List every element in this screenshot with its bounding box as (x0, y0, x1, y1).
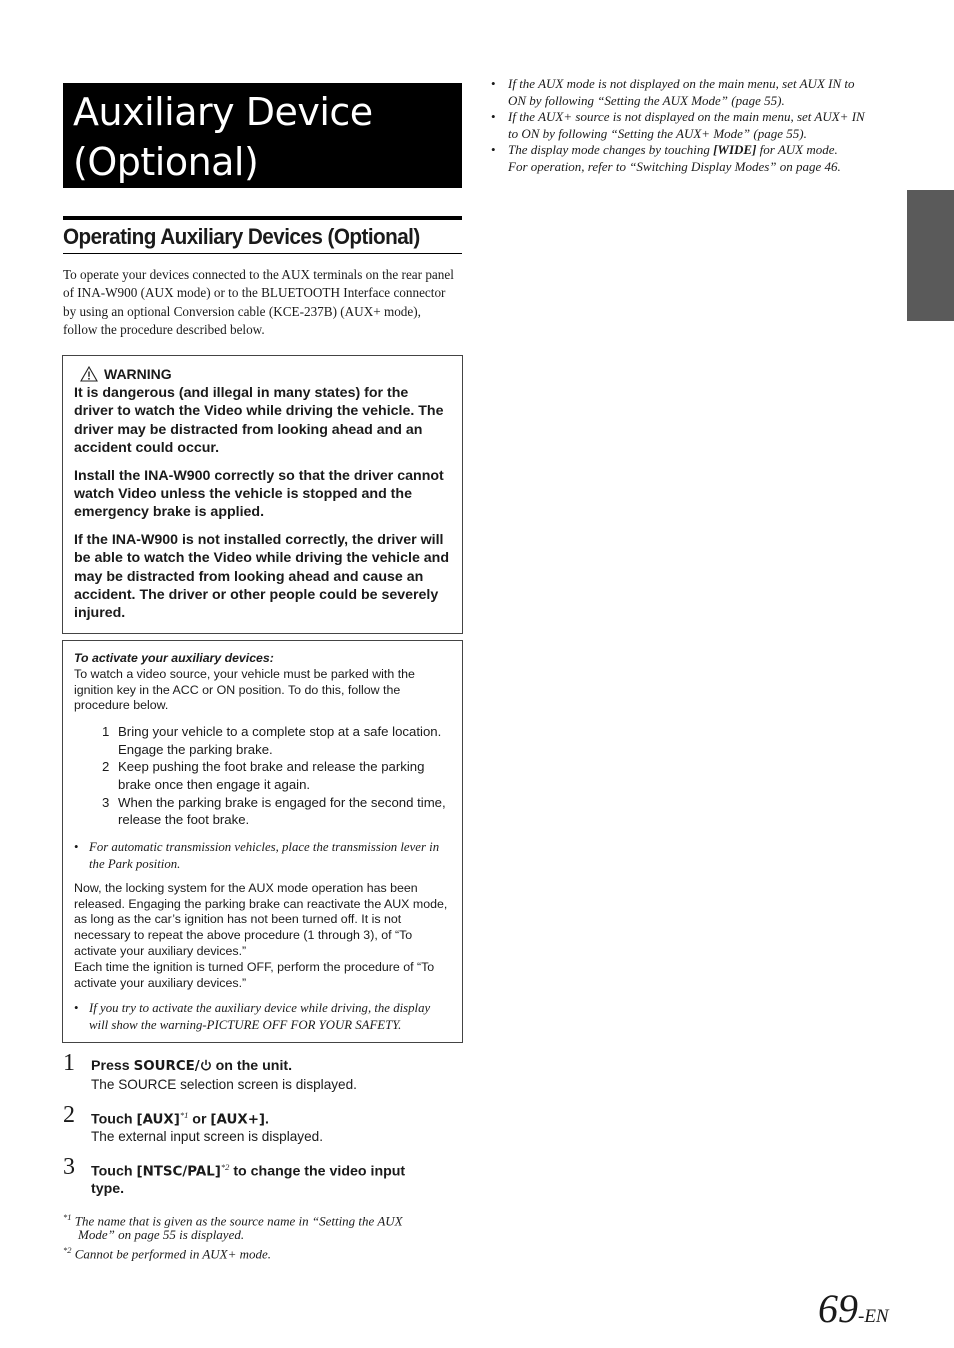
note-line: for AUX mode. (756, 142, 838, 158)
procedure-result: The external input screen is displayed. (91, 1129, 323, 1144)
warning-box (62, 355, 463, 634)
step-text: Bring your vehicle to a complete stop at a safe location. Engage the parking brake. (118, 724, 442, 757)
section-heading (63, 216, 462, 254)
activate-paragraph: Now, the locking system for the AUX mode operation has been released. Engaging the parking brake can reactivate the AUX mode, as long as the car’s ignition has not been turned off. It is not necessary to repeat the above procedure (1 through 3), of “To activate your auxiliary devices.” (74, 880, 448, 958)
procedure-number: 1 (63, 1050, 75, 1076)
note-line: If the AUX+ source is not displayed on the main menu, set AUX+ IN (508, 109, 865, 125)
step-text: Keep pushing the foot brake and release the parking brake once then engage it again. (118, 759, 425, 792)
source-key: SOURCE/ (133, 1059, 200, 1074)
step-text: When the parking brake is engaged for the second time, release the foot brake. (118, 794, 446, 828)
footnote-ref: *2 (220, 1162, 230, 1172)
intro-paragraph: To operate your devices connected to the AUX terminals on the rear panel of INA-W900 (AUX mode) or to the BLUETOOTH Interface connector by using an optional Conversion cable (KCE-237B) (AUX+ mode), follow the procedure described below. (63, 267, 454, 337)
bullet-icon: • (491, 109, 496, 125)
bullet-icon: • (491, 142, 496, 158)
activate-steps (102, 723, 451, 829)
step-number: 3 (102, 794, 110, 810)
activate-box (62, 640, 463, 1043)
page-number-value: 69 (818, 1286, 858, 1331)
chapter-tab (907, 190, 954, 321)
note-line: For operation, refer to “Switching Display Modes” on page 46. (508, 158, 841, 174)
right-notes (491, 76, 891, 176)
list-item (102, 758, 451, 793)
aux-key: [AUX] (136, 1112, 180, 1128)
aux-plus-key: [AUX+] (210, 1112, 266, 1128)
page-title (63, 83, 462, 188)
bullet-icon: • (74, 839, 79, 854)
footnote-ref: *1 (179, 1110, 189, 1120)
section-heading-text: Operating Auxiliary Devices (Optional) (63, 224, 420, 249)
note-line: The display mode changes by touching (508, 142, 714, 158)
bullet-icon: • (491, 76, 496, 91)
footnote-text: The name that is given as the source name in “Setting the AUX (74, 1213, 403, 1229)
warning-paragraph: If the INA-W900 is not installed correctly, the driver will be able to watch the Video while driving the vehicle and may be distracted from looking ahead and cause an accident. The driver or other people could be severely injured. (74, 531, 449, 622)
warning-paragraph: Install the INA-W900 correctly so that the driver cannot watch Video unless the vehicle is stopped and the emergency brake is applied. (74, 467, 444, 521)
procedure-step-3-heading-cont: type. (91, 1181, 125, 1197)
warning-icon (80, 366, 98, 382)
list-item (102, 723, 451, 758)
note-text: For automatic transmission vehicles, place the transmission lever in the Park position. (89, 839, 440, 871)
note-text: If you try to activate the auxiliary device while driving, the display will show the warning-PICTURE OFF FOR YOUR SAFETY. (89, 1001, 431, 1032)
note-line: to ON by following “Setting the AUX+ Mode” (page 55). (508, 125, 807, 141)
footnote (63, 1242, 271, 1262)
procedure-step-3-heading (91, 1162, 405, 1180)
procedure-text: to change the video input (229, 1163, 406, 1180)
page-number-suffix: -EN (858, 1306, 889, 1327)
procedure-text: Touch (91, 1111, 137, 1128)
ntsc-pal-key: [NTSC/PAL] (136, 1164, 221, 1180)
warning-paragraph: It is dangerous (and illegal in many states) for the driver to watch the Video while driving the vehicle. The driver may be distracted from looking ahead and an accident could occur. (74, 385, 444, 457)
procedure-text: on the unit. (211, 1058, 293, 1074)
list-item (491, 76, 891, 109)
procedure-step-1-heading (91, 1058, 292, 1074)
procedure-number: 2 (63, 1102, 75, 1128)
warning-header (80, 364, 451, 384)
footnote-text: Cannot be performed in AUX+ mode. (74, 1246, 272, 1262)
footnote-mark: *2 (63, 1245, 72, 1255)
note-line: ON by following “Setting the AUX Mode” (page 55). (508, 92, 785, 108)
bullet-icon: • (74, 1001, 79, 1016)
procedure-text: Press (91, 1058, 134, 1074)
wide-key: [WIDE] (713, 142, 757, 158)
list-item (102, 794, 451, 829)
note-bullet (74, 1000, 451, 1032)
activate-title: To activate your auxiliary devices: (74, 651, 274, 665)
activate-intro: To watch a video source, your vehicle must be parked with the ignition key in the ACC or ON position. To do this, follow the procedure below. (74, 666, 415, 713)
procedure-step-2-heading (91, 1110, 269, 1128)
procedure-result: The SOURCE selection screen is displayed. (91, 1077, 357, 1092)
note-line: If the AUX mode is not displayed on the main menu, set AUX IN to (508, 76, 855, 91)
list-item (491, 109, 891, 142)
title-line-1: Auxiliary Device (73, 90, 373, 134)
procedure-text: . (265, 1111, 269, 1128)
step-number: 1 (102, 724, 110, 740)
procedure-text: Touch (91, 1163, 137, 1180)
warning-label: WARNING (104, 365, 172, 382)
page-number (818, 1285, 889, 1332)
title-line-2: (Optional) (73, 140, 259, 184)
note-bullet (74, 839, 451, 873)
step-number: 2 (102, 759, 110, 775)
power-icon (200, 1059, 212, 1071)
footnote-mark: *1 (63, 1212, 72, 1222)
procedure-text: or (188, 1111, 211, 1128)
footnote-cont: Mode” on page 55 is displayed. (78, 1227, 245, 1242)
procedure-number: 3 (63, 1154, 75, 1180)
activate-paragraph: Each time the ignition is turned OFF, perform the procedure of “To activate your auxiliary devices.” (74, 959, 435, 990)
list-item (491, 142, 891, 175)
